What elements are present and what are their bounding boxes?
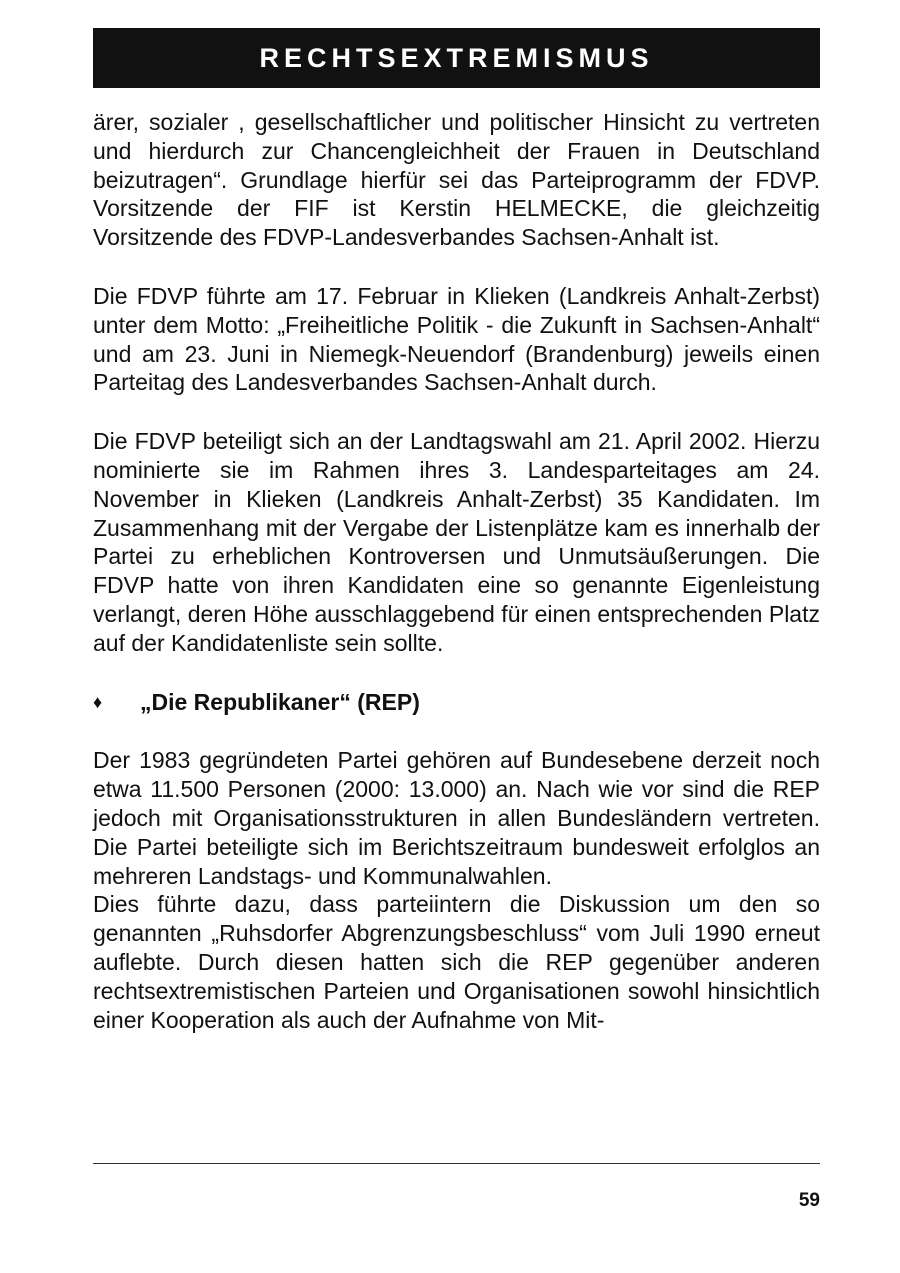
section-heading-text: „Die Republikaner“ (REP) <box>140 688 420 715</box>
section-paragraph-1: Der 1983 gegründeten Partei gehören auf Bundesebene derzeit noch etwa 11.500 Personen (2000: 13.000) an. Nach wie vor sind die REP jedoch mit Organisationsstrukturen in allen Bundesländern vertreten. Die Partei beteiligte sich im Berichtszeitraum bundesweit erfolglos an mehreren Landstags- und Kommunalwahlen. <box>93 747 820 889</box>
paragraph-1: ärer, sozialer , gesellschaftlicher und politischer Hinsicht zu vertreten und hierdurch zur Chancengleichheit der Frauen in Deutschland beizutragen“. Grundlage hierfür sei das Parteiprogramm der FDVP. Vorsitzende der FIF ist Kerstin HELMECKE, die gleichzeitig Vorsitzende des FDVP-Landesverbandes Sachsen-Anhalt ist. <box>93 109 820 251</box>
section-header-bar <box>93 28 820 88</box>
footer-rule <box>93 1163 820 1164</box>
section-header-title: RECHTSEXTREMISMUS <box>259 42 654 73</box>
section-heading <box>93 688 820 717</box>
page-body <box>93 108 820 1034</box>
paragraph-3: Die FDVP beteiligt sich an der Landtagswahl am 21. April 2002. Hierzu nominierte sie im Rahmen ihres 3. Landesparteitages am 24. November in Klieken (Landkreis Anhalt-Zerbst) 35 Kandidaten. Im Zusammenhang mit der Vergabe der Listenplätze kam es innerhalb der Partei zu erheblichen Kontroversen und Unmutsäußerungen. Die FDVP hatte von ihren Kandidaten eine so genannte Eigenleistung verlangt, deren Höhe ausschlaggebend für einen entsprechenden Platz auf der Kandidatenliste sein sollte. <box>93 428 820 656</box>
diamond-bullet-icon: ♦ <box>93 691 103 712</box>
section-paragraph-2: Dies führte dazu, dass parteiintern die Diskussion um den so genannten „Ruhsdorfer Abgrenzungsbeschluss“ vom Juli 1990 erneut auflebte. Durch diesen hatten sich die REP gegenüber anderen rechtsextremistischen Parteien und Organisationen sowohl hinsichtlich einer Kooperation als auch der Aufnahme von Mit- <box>93 891 820 1033</box>
paragraph-2: Die FDVP führte am 17. Februar in Klieken (Landkreis Anhalt-Zerbst) unter dem Motto: „Freiheitliche Politik - die Zukunft in Sachsen-Anhalt“ und am 23. Juni in Niemegk-Neuendorf (Brandenburg) jeweils einen Parteitag des Landesverbandes Sachsen-Anhalt durch. <box>93 282 820 396</box>
page-number: 59 <box>798 1190 820 1211</box>
